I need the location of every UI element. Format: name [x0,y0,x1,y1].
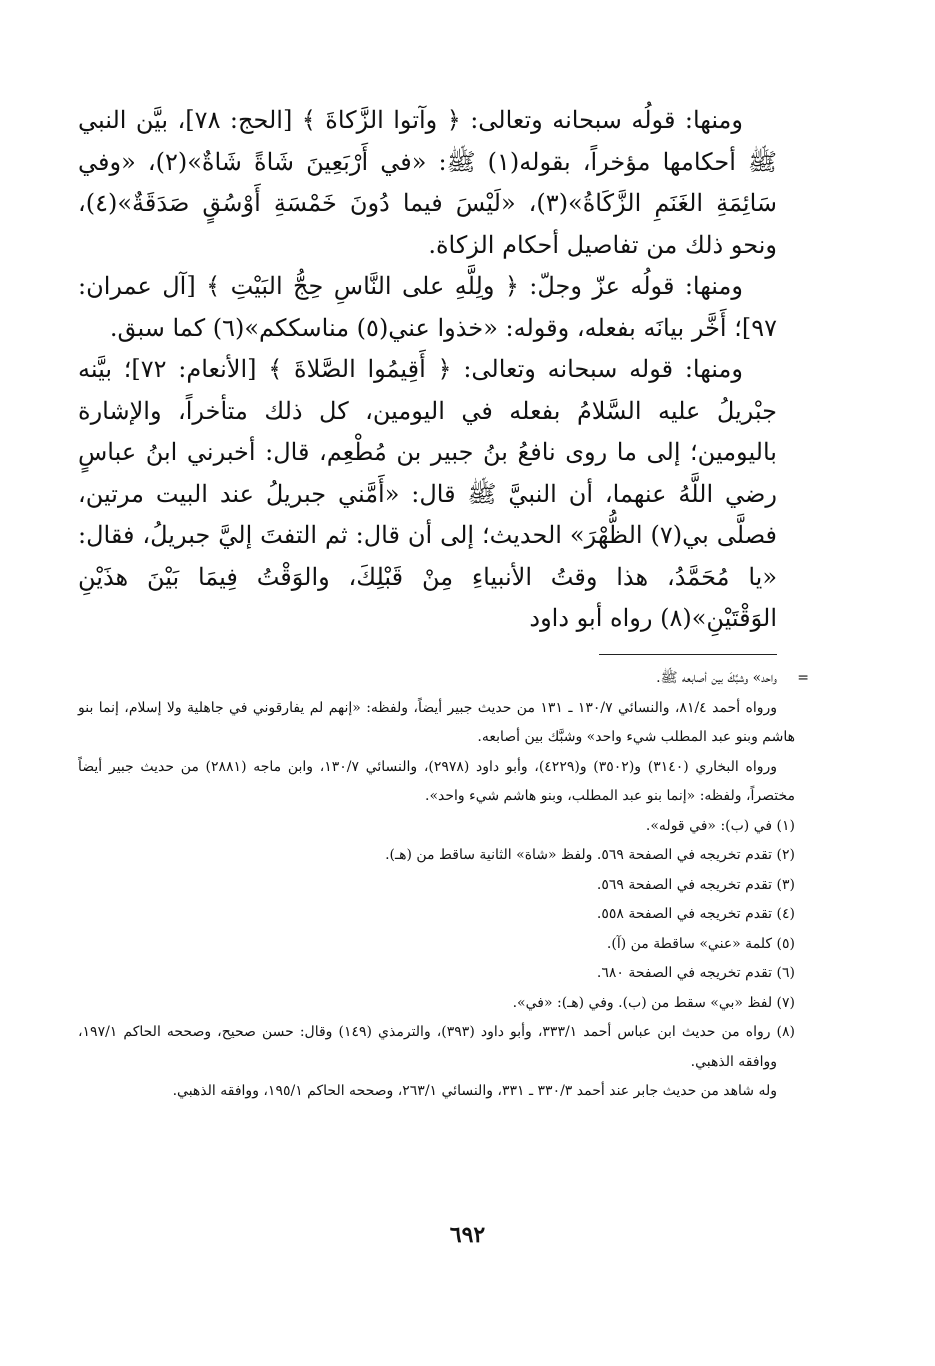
page-number: ٦٩٢ [449,1222,486,1248]
footnote-divider [599,654,777,655]
footnote-5: (٥) كلمة «عني» ساقطة من (آ). [606,935,795,952]
continuation-text: واحد» وشبَّكَ بين أصابعه ﷺ. [656,670,777,686]
main-text [78,100,777,640]
footnote-1: (١) في (ب): «في قوله». [645,817,795,834]
footnote-7: (٧) لفظ «بي» سقط من (ب). وفي (هـ): «في». [512,994,795,1011]
footnote-continuation [78,664,809,694]
paragraph-zakat: ومنها: قولُه سبحانه وتعالى: ﴿ وآتوا الزَّكاةَ ﴾ [الحج: ٧٨]، بيَّن النبي ﷺ أحكامها مؤخراً، بقوله(١) ﷺ: «في أَرْبَعِينَ شَاةً شَاةٌ»(٢)، «وفي سَائِمَةِ الغَنَمِ الزَّكَاةُ»(٣)، «لَيْسَ فيما دُونَ خَمْسَةِ أَوْسُقٍ صَدَقَةٌ»(٤)، ونحو ذلك من تفاصيل أحكام الزكاة. [78,106,777,259]
footnote-8-continuation: وله شاهد من حديث جابر عند أحمد ٣٣٠/٣ ـ ٣٣١، والنسائي ٢٦٣/١، وصححه الحاكم ١٩٥/١، ووافقه الذهبي. [172,1083,777,1099]
footnote-6: (٦) تقدم تخريجه في الصفحة ٦٨٠. [596,965,795,981]
footnotes [78,664,809,1107]
footnote-continuation-paragraph: ورواه البخاري (٣١٤٠) و(٣٥٠٢) و(٤٢٢٩)، وأبو داود (٢٩٧٨)، والنسائي ١٣٠/٧، وابن ماجه (٢٨٨١) من حديث جبير أيضاً مختصراً، ولفظه: «إنما بنو عبد المطلب، وبنو هاشم شيء واحد». [78,758,795,804]
footnote-4: (٤) تقدم تخريجه في الصفحة ٥٥٨. [596,906,795,922]
paragraph-hajj: ومنها: قولُه عزّ وجلّ: ﴿ ولِلَّهِ على النَّاسِ حِجُّ البَيْتِ ﴾ [آل عمران: ٩٧]؛ أَخَّر بيانَه بفعله، وقوله: «خذوا عني(٥) مناسككم»(٦) كما سبق. [78,272,777,342]
paragraph-salat: ومنها: قوله سبحانه وتعالى: ﴿ أَقِيمُوا الصَّلاةَ ﴾ [الأنعام: ٧٢]؛ بيَّنه جبْريلُ عليه السَّلامُ بفعله في اليومين، كل ذلك متأخراً، والإشارة باليومين؛ إلى ما روى نافعُ بنُ جبير بن مُطْعِم، قال: أخبرني ابنُ عباسٍ رضي اللَّهُ عنهما، أن النبيَّ ﷺ قال: «أَمَّني جبريلُ عند البيت مرتين، فصلَّى بي(٧) الظُّهْرَ» الحديث؛ إلى أن قال: ثم التفتَ إليَّ جبريلُ، فقال: «يا مُحَمَّدُ، هذا وقتُ الأنبياءِ مِنْ قَبْلِكَ، والوَقْتُ فِيمَا بَيْنَ هذَيْنِ الوَقْتَيْنِ»(٨) رواه أبو داود [78,355,777,632]
continuation-mark: = [797,670,809,686]
footnote-3: (٣) تقدم تخريجه في الصفحة ٥٦٩. [596,876,795,893]
footnote-8: (٨) رواه من حديث ابن عباس أحمد ٣٣٣/١، وأبو داود (٣٩٣)، والترمذي (١٤٩) وقال: حسن صحيح، وصححه الحاكم ١٩٧/١، ووافقه الذهبي. [78,1024,796,1070]
footnote-2: (٢) تقدم تخريجه في الصفحة ٥٦٩. ولفظ «شاة» الثانية ساقط من (هـ). [385,847,795,863]
footnote-continuation-paragraph: ورواه أحمد ٨١/٤، والنسائي ١٣٠/٧ ـ ١٣١ من حديث جبير أيضاً، ولفظه: «إنهم لم يفارقوني في جاهلية ولا إسلام، إنما بنو هاشم وبنو عبد المطلب شيء واحد» وشبَّك بين أصابعه. [78,699,795,745]
